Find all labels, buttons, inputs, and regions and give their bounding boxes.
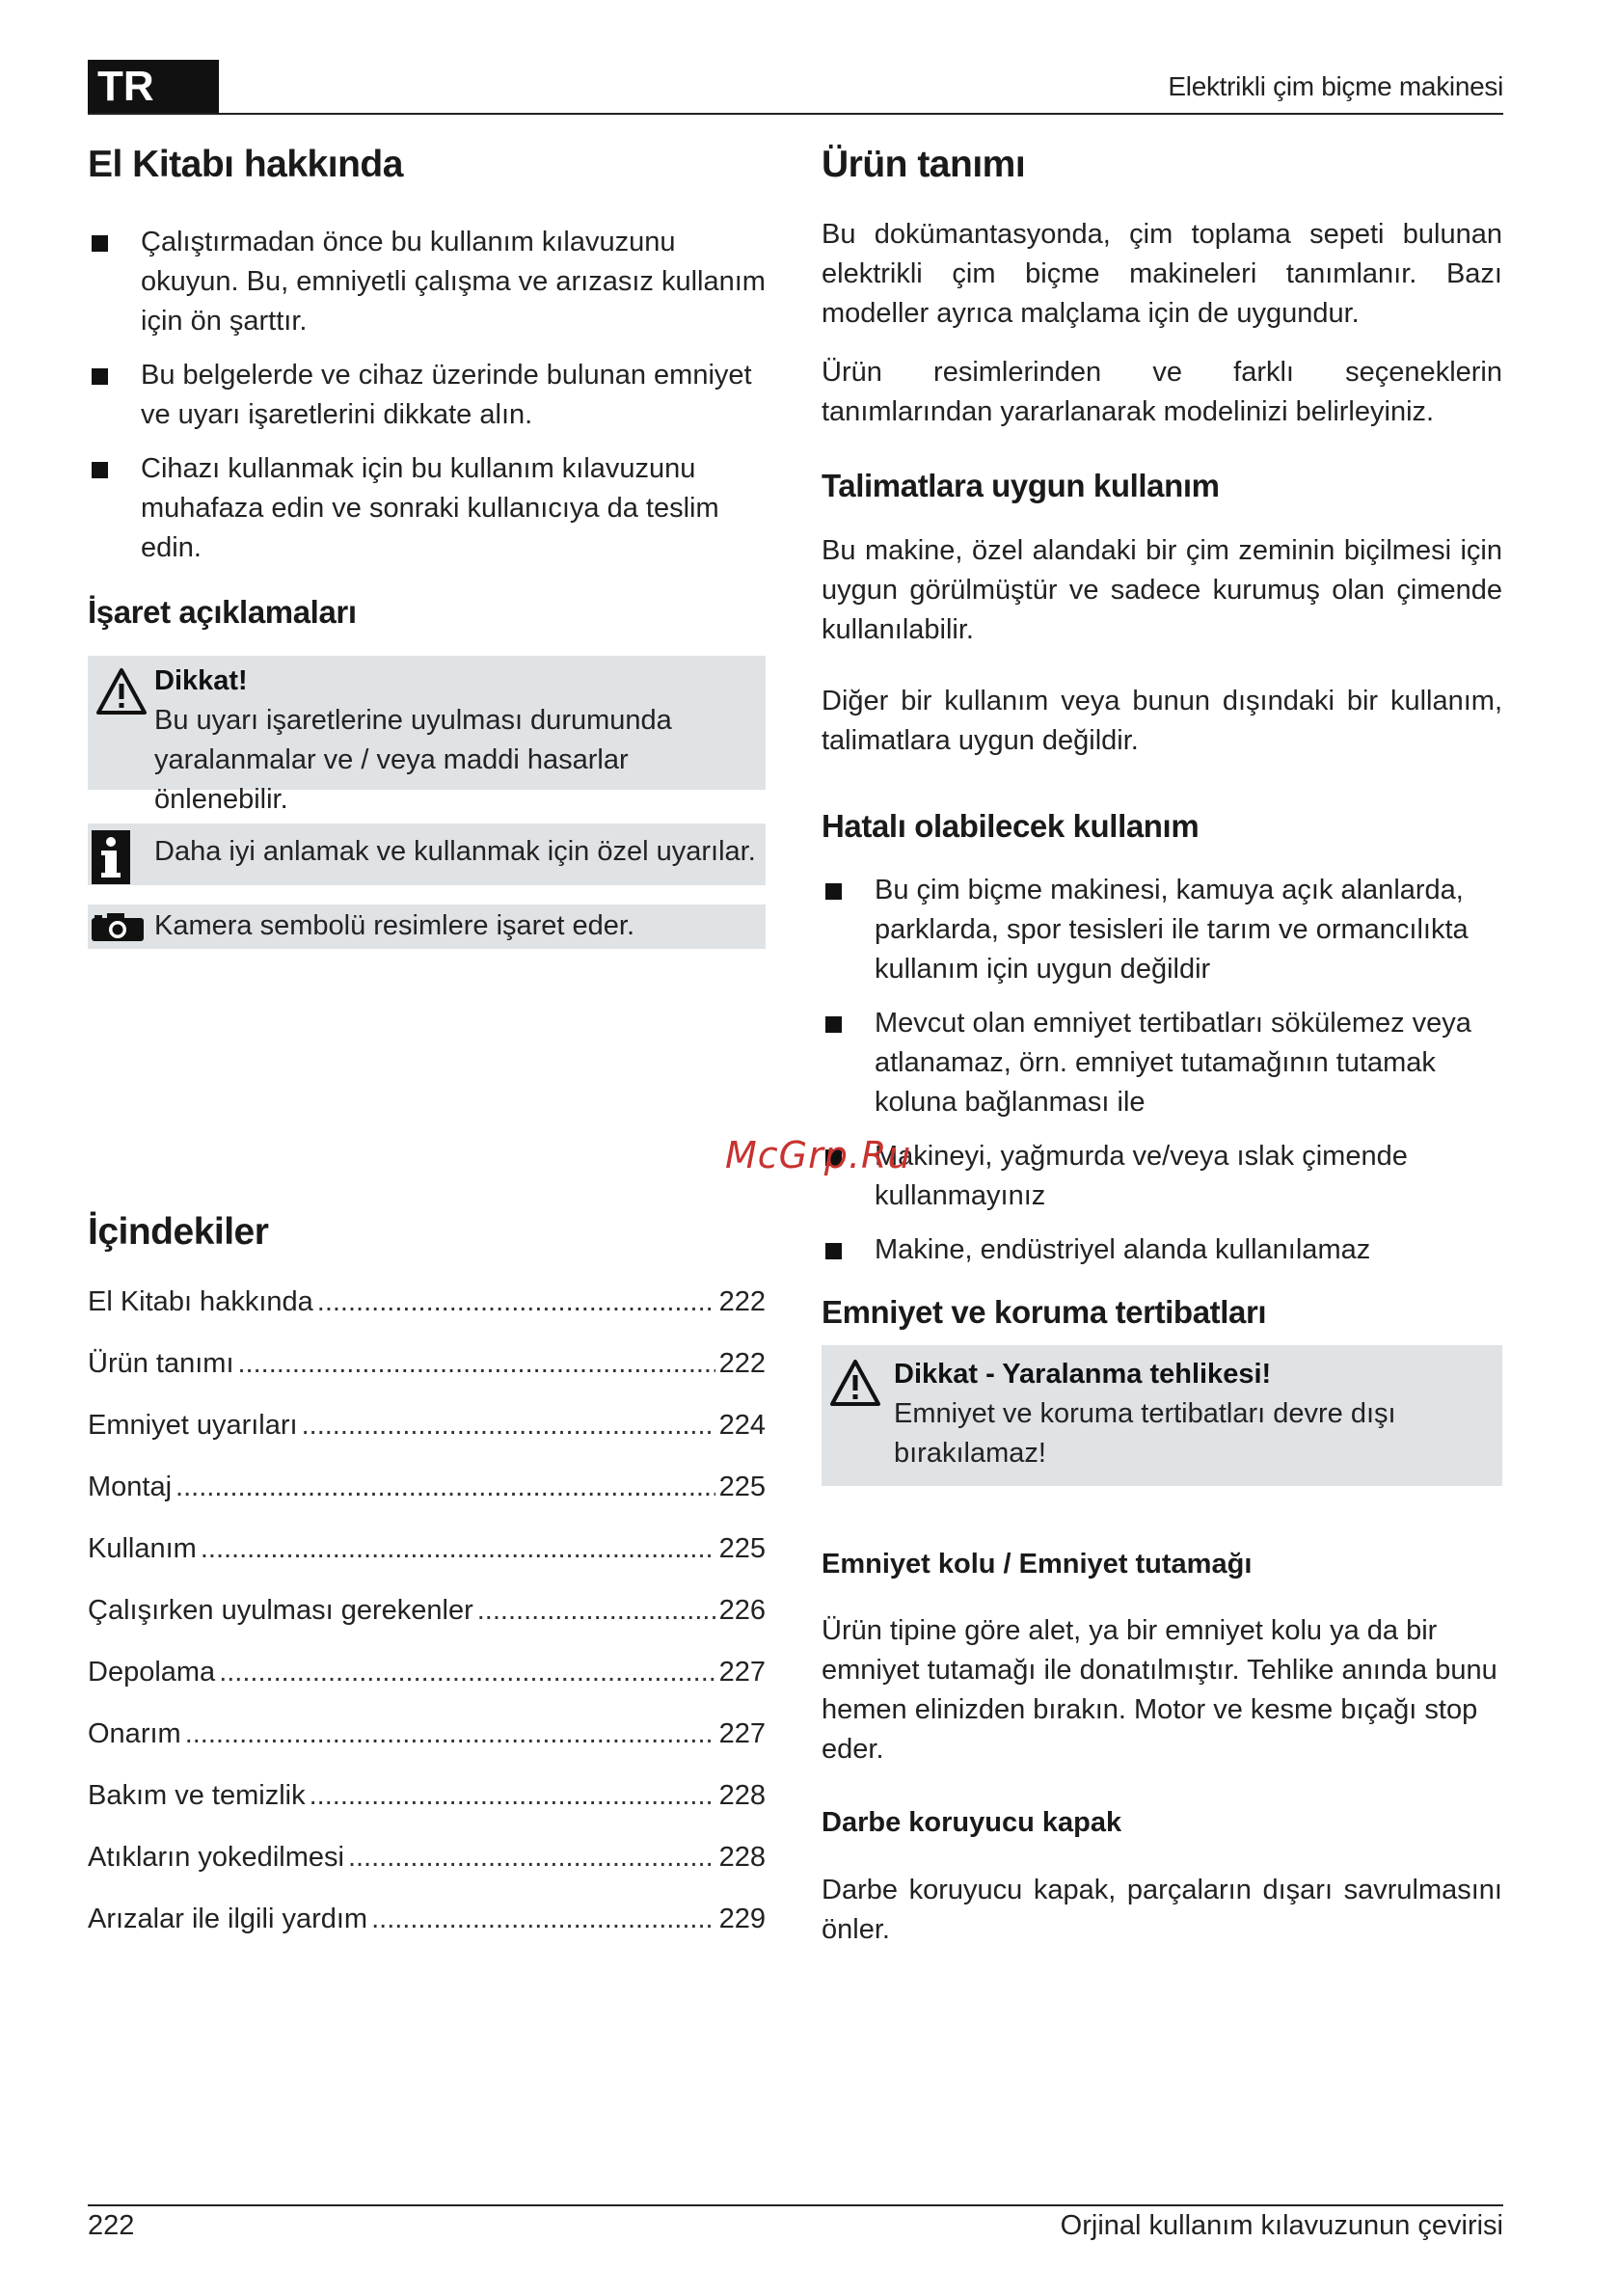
intended-use-title: Talimatlara uygun kullanım [822,467,1220,503]
toc-title: İçindekiler [88,1211,269,1253]
list-item: Makineyi, yağmurda ve/veya ıslak çimende kullanmayınız [822,1137,1502,1216]
info-box [88,824,766,885]
toc-entry-page: 226 [718,1595,766,1626]
toc-entry-label: Atıkların yokedilmesi [88,1842,344,1873]
toc-dot-leader [477,1591,715,1631]
list-item: Bu belgelerde ve cihaz üzerinde bulunan emniyet ve uyarı işaretlerini dikkate alın. [88,356,766,435]
left-column [88,143,766,1934]
list-item: Bu çim biçme makinesi, kamuya açık alanlarda, parklarda, spor tesisleri ile tarım ve ormancılıkta kullanım için uygun değildir [822,871,1502,989]
toc-entry[interactable] [88,1591,766,1653]
safety-lever-text: Ürün tipine göre alet, ya bir emniyet kolu ya da bir emniyet tutamağı ile donatılmıştır. Tehlike anında bunu hemen elinizden bırakın. Motor ve kesme bıçağı stop eder. [822,1615,1497,1766]
toc-entry-label: Montaj [88,1472,173,1502]
warning-heading: Dikkat! [154,665,248,697]
toc-entry-label: Depolama [88,1657,216,1688]
toc-entry[interactable] [88,1406,766,1468]
table-of-contents [88,1283,766,1961]
page-number: 222 [88,2210,135,2241]
intended-use-paragraph-2: Diğer bir kullanım veya bunun dışındaki bir kullanım, talimatlara uygun değildir. [822,686,1502,757]
impact-flap-text: Darbe koruyucu kapak, parçaların dışarı savrulmasını önler. [822,1875,1502,1946]
safety-title: Emniyet ve koruma tertibatları [822,1293,1267,1330]
safety-lever-title: Emniyet kolu / Emniyet tutamağı [822,1548,1253,1580]
toc-entry[interactable] [88,1900,766,1961]
impact-flap-title: Darbe koruyucu kapak [822,1807,1122,1839]
misuse-bullet-list [822,871,1502,1270]
right-column [822,143,1502,1950]
toc-entry-label: Arızalar ile ilgili yardım [88,1904,368,1934]
safety-warning-box [822,1345,1502,1486]
toc-entry-page: 227 [718,1657,766,1688]
toc-entry[interactable] [88,1653,766,1715]
toc-dot-leader [348,1838,715,1877]
product-paragraph-1: Bu dokümantasyonda, çim toplama sepeti bulunan elektrikli çim biçme makineleri tanımlanır. Bazı modeller ayrıca malçlama için de uygundur. [822,218,1502,329]
toc-entry-label: Çalışırken uyulması gerekenler [88,1595,473,1626]
toc-entry-label: Kullanım [88,1533,197,1564]
product-title: Ürün tanımı [822,144,1026,185]
toc-entry-label: Onarım [88,1718,181,1749]
safety-warning-heading: Dikkat - Yaralanma tehlikesi! [894,1358,1272,1390]
symbols-title: İşaret açıklamaları [88,593,357,630]
toc-dot-leader [238,1344,715,1384]
safety-warning-text: Emniyet ve koruma tertibatları devre dışı bırakılamaz! [894,1397,1396,1469]
warning-text: Bu uyarı işaretlerine uyulması durumunda yaralanmalar ve / veya maddi hasarlar önlenebilir. [154,705,672,816]
toc-entry[interactable] [88,1529,766,1591]
toc-entry-page: 222 [718,1348,766,1379]
header-divider [88,113,1503,115]
warning-triangle-icon [95,667,148,716]
watermark: McGrp.Ru [725,1134,912,1176]
toc-entry-label: El Kitabı hakkında [88,1286,313,1317]
toc-entry-page: 222 [718,1286,766,1317]
toc-entry-label: Ürün tanımı [88,1348,234,1379]
toc-entry-page: 228 [718,1842,766,1873]
toc-entry-page: 228 [718,1780,766,1811]
toc-entry[interactable] [88,1283,766,1344]
toc-entry-page: 225 [718,1472,766,1502]
toc-entry-page: 227 [718,1718,766,1749]
bullet-square-icon [825,1016,842,1033]
toc-entry-label: Bakım ve temizlik [88,1780,306,1811]
intended-use-paragraph-1: Bu makine, özel alandaki bir çim zeminin biçilmesi için uygun görülmüştür ve sadece kurumuş olan çimende kullanılabilir. [822,535,1502,646]
toc-dot-leader [371,1900,715,1939]
info-text: Daha iyi anlamak ve kullanmak için özel uyarılar. [154,836,756,868]
bullet-square-icon [825,1243,842,1259]
toc-entry[interactable] [88,1838,766,1900]
list-item: Makine, endüstriyel alanda kullanılamaz [822,1230,1502,1270]
about-bullet-list [88,223,766,568]
camera-icon [90,912,146,943]
bullet-square-icon [825,883,842,900]
toc-entry-label: Emniyet uyarıları [88,1410,298,1441]
language-badge: TR [88,60,219,114]
toc-dot-leader [219,1653,715,1692]
bullet-square-icon [92,462,108,478]
list-item: Çalıştırmadan önce bu kullanım kılavuzunu okuyun. Bu, emniyetli çalışma ve arızasız kullanım için ön şarttır. [88,223,766,341]
toc-entry-page: 225 [718,1533,766,1564]
bullet-square-icon [92,368,108,385]
bullet-square-icon [92,235,108,252]
toc-entry[interactable] [88,1776,766,1838]
about-title: El Kitabı hakkında [88,144,403,185]
toc-entry[interactable] [88,1468,766,1529]
footer-text: Orjinal kullanım kılavuzunun çevirisi [1060,2210,1503,2241]
warning-triangle-icon [829,1359,881,1407]
toc-entry-page: 229 [718,1904,766,1934]
list-item: Cihazı kullanmak için bu kullanım kılavuzunu muhafaza edin ve sonraki kullanıcıya da teslim edin. [88,449,766,568]
toc-dot-leader [185,1715,715,1754]
product-paragraph-2: Ürün resimlerinden ve farklı seçeneklerin tanımlarından yararlanarak modelinizi belirleyiniz. [822,356,1502,427]
toc-dot-leader [310,1776,715,1816]
footer-divider [88,2204,1503,2206]
toc-entry[interactable] [88,1715,766,1776]
info-icon [92,830,130,884]
toc-dot-leader [201,1529,715,1569]
header-title: Elektrikli çim biçme makinesi [1168,71,1503,101]
toc-entry[interactable] [88,1344,766,1406]
warning-box [88,656,766,816]
toc-dot-leader [317,1283,715,1322]
toc-entry-page: 224 [718,1410,766,1441]
toc-dot-leader [175,1468,715,1507]
toc-dot-leader [302,1406,715,1445]
camera-text: Kamera sembolü resimlere işaret eder. [154,910,635,942]
list-item: Mevcut olan emniyet tertibatları sökülemez veya atlanamaz, örn. emniyet tutamağının tutamak koluna bağlanması ile [822,1004,1502,1122]
camera-box [88,905,766,949]
misuse-title: Hatalı olabilecek kullanım [822,808,1200,845]
